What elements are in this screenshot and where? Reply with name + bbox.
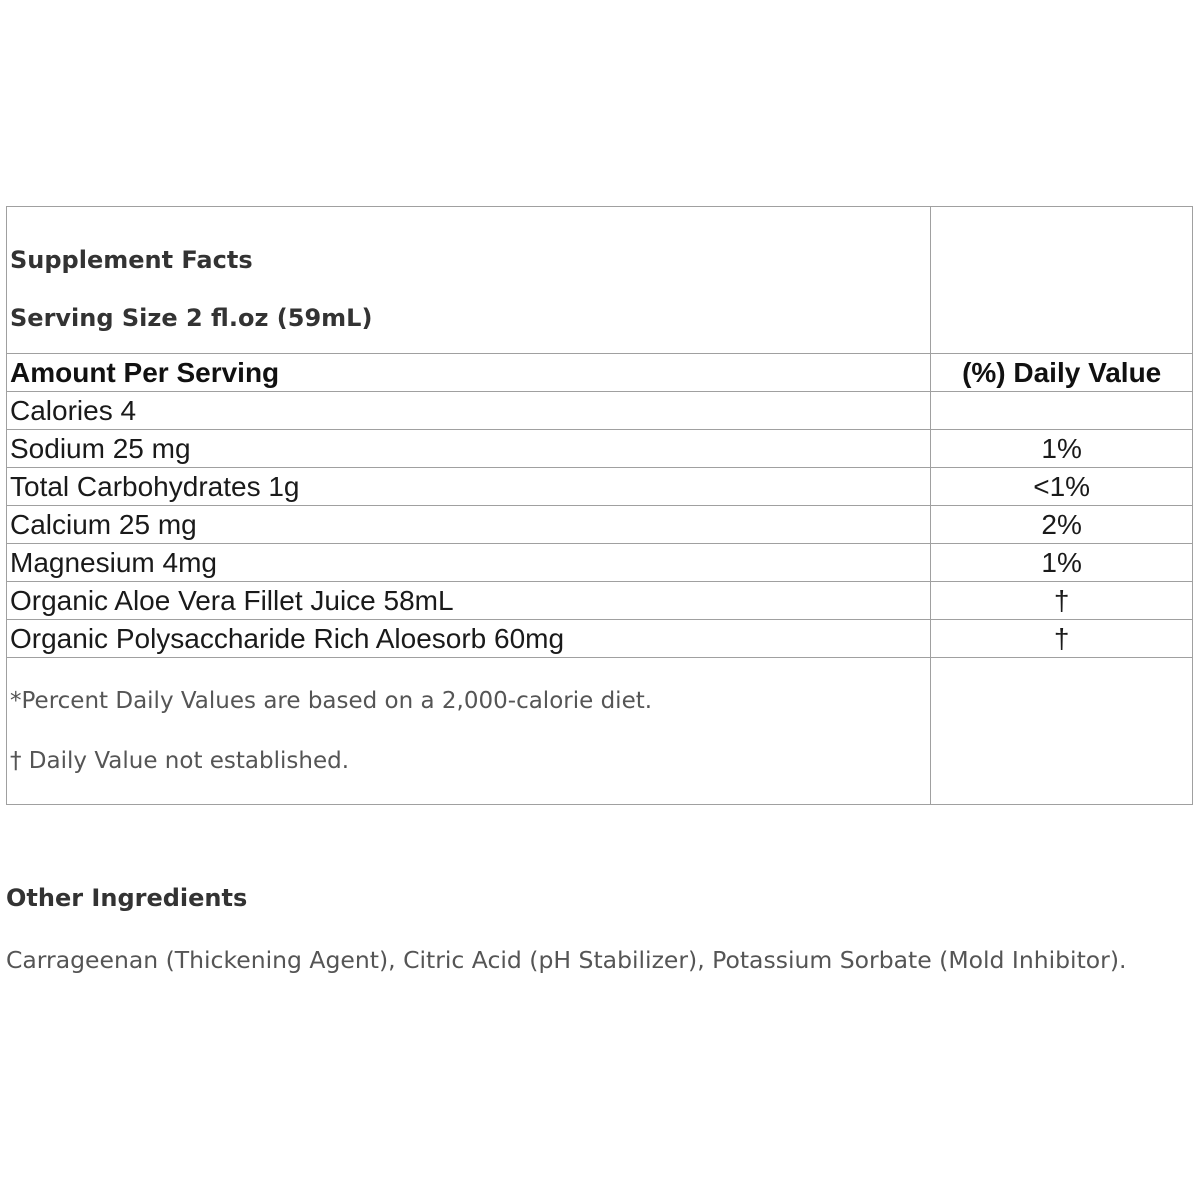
- footnote-dagger: † Daily Value not established.: [10, 748, 350, 774]
- facts-header-cell: [7, 207, 931, 354]
- table-row: [7, 430, 1193, 468]
- nutrient-name: Organic Aloe Vera Fillet Juice 58mL: [7, 582, 931, 620]
- table-row: [7, 506, 1193, 544]
- nutrient-daily-value: <1%: [931, 468, 1193, 506]
- nutrient-daily-value: 1%: [931, 544, 1193, 582]
- daily-value-header: (%) Daily Value: [931, 354, 1193, 392]
- nutrient-name: Calcium 25 mg: [7, 506, 931, 544]
- facts-footnote-cell: [7, 658, 931, 805]
- facts-header-row: [7, 207, 1193, 354]
- nutrient-daily-value: †: [931, 620, 1193, 658]
- supplement-facts-table: [6, 206, 1193, 805]
- amount-header-row: [7, 354, 1193, 392]
- table-row: [7, 582, 1193, 620]
- footnote-daily-values: *Percent Daily Values are based on a 2,000-calorie diet.: [10, 688, 653, 714]
- nutrient-daily-value: 2%: [931, 506, 1193, 544]
- table-row: [7, 544, 1193, 582]
- facts-footnote-empty-cell: [931, 658, 1193, 805]
- nutrient-name: Organic Polysaccharide Rich Aloesorb 60mg: [7, 620, 931, 658]
- nutrient-daily-value: †: [931, 582, 1193, 620]
- facts-footnote-row: [7, 658, 1193, 805]
- nutrient-name: Calories 4: [7, 392, 931, 430]
- other-ingredients-title: Other Ingredients: [6, 884, 248, 912]
- facts-title: Supplement Facts: [10, 246, 253, 274]
- nutrient-daily-value: [931, 392, 1193, 430]
- table-row: [7, 468, 1193, 506]
- nutrient-name: Magnesium 4mg: [7, 544, 931, 582]
- nutrient-name: Sodium 25 mg: [7, 430, 931, 468]
- table-row: [7, 620, 1193, 658]
- amount-per-serving-header: Amount Per Serving: [7, 354, 931, 392]
- other-ingredients-text: Carrageenan (Thickening Agent), Citric Acid (pH Stabilizer), Potassium Sorbate (Mold Inhibitor).: [6, 946, 1127, 974]
- nutrient-name: Total Carbohydrates 1g: [7, 468, 931, 506]
- serving-size: Serving Size 2 fl.oz (59mL): [10, 304, 373, 332]
- table-row: [7, 392, 1193, 430]
- facts-header-empty-cell: [931, 207, 1193, 354]
- nutrient-daily-value: 1%: [931, 430, 1193, 468]
